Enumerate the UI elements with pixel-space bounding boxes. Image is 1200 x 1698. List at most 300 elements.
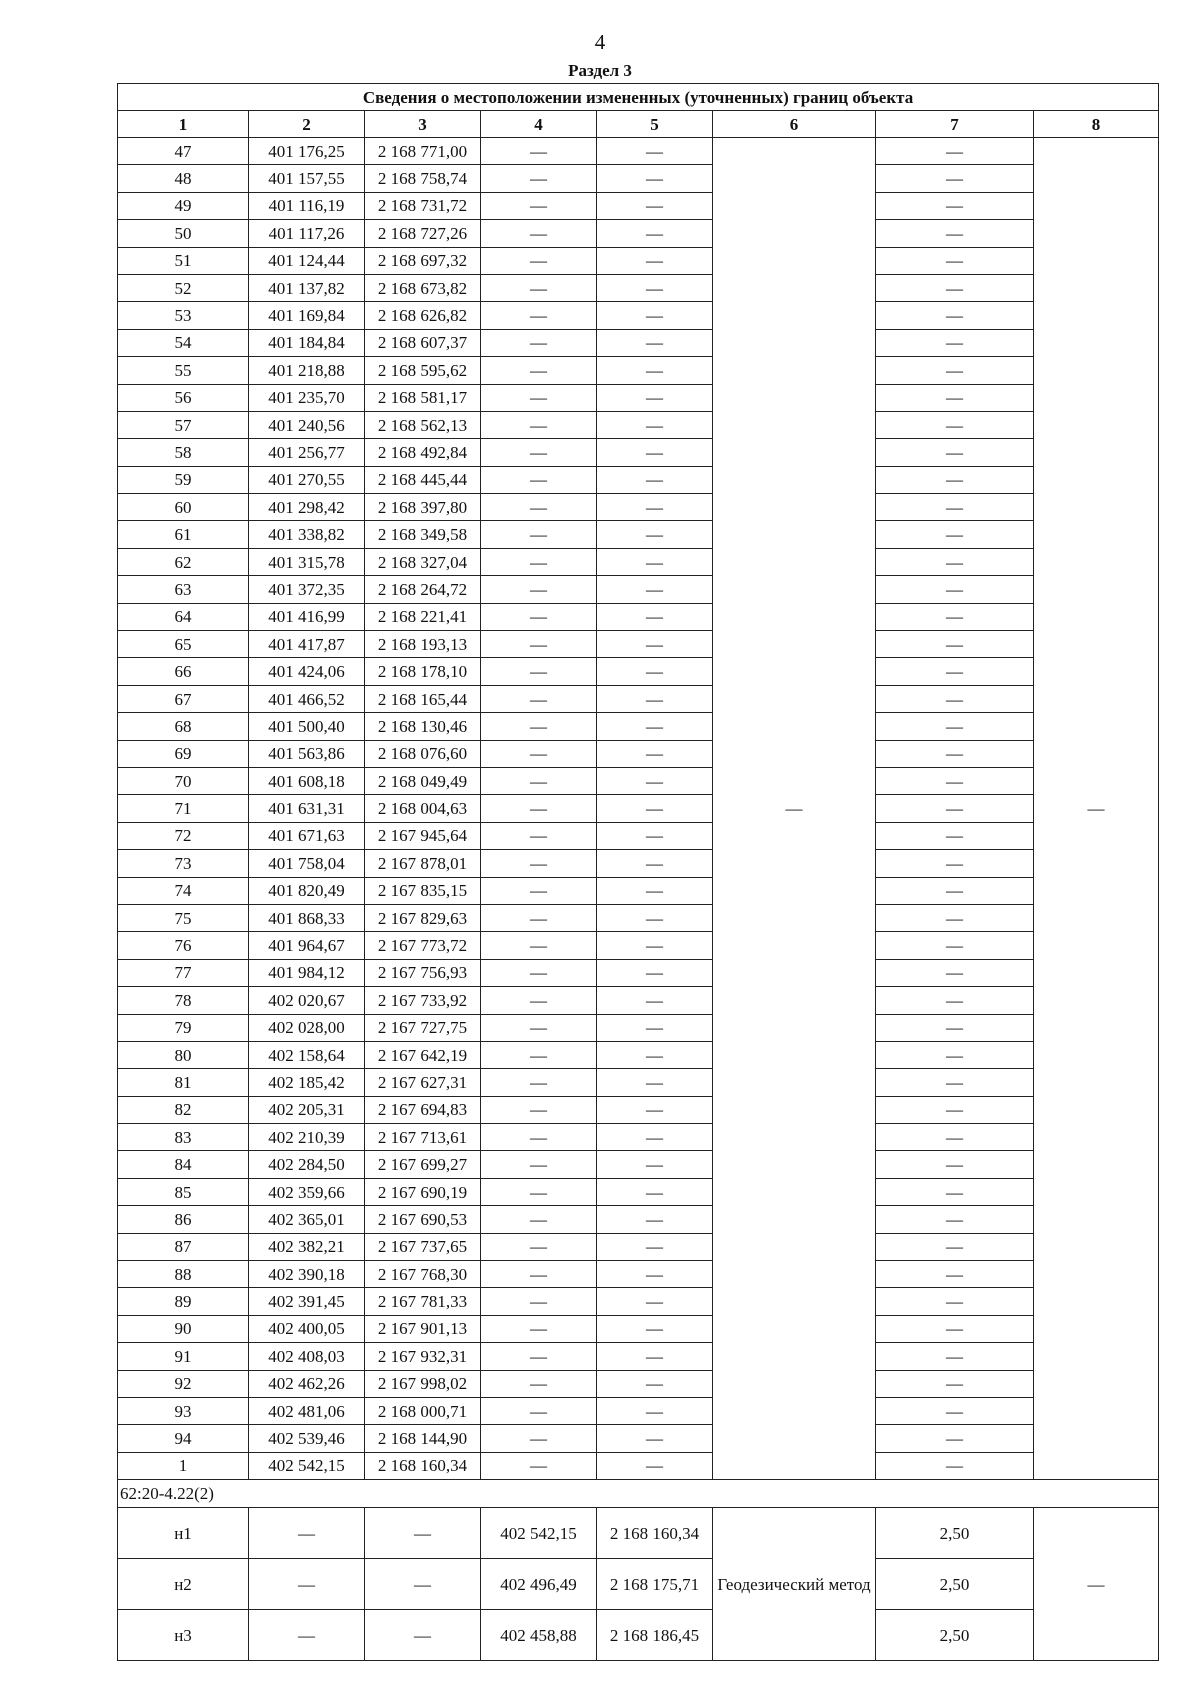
- point-number-cell: н2: [118, 1559, 249, 1610]
- subsection-column-8-cell: —: [1034, 1508, 1159, 1661]
- dash-cell: —: [597, 1069, 713, 1096]
- dash-cell: —: [597, 466, 713, 493]
- dash-cell: —: [876, 713, 1034, 740]
- table-row: [118, 521, 1159, 548]
- table-row: [118, 1370, 1159, 1397]
- y-coordinate-cell: 2 168 697,32: [365, 247, 481, 274]
- subsection-row: [118, 1508, 1159, 1559]
- table-row: [118, 1069, 1159, 1096]
- dash-cell: —: [481, 466, 597, 493]
- point-number-cell: 77: [118, 959, 249, 986]
- table-row: [118, 1014, 1159, 1041]
- x-coordinate-cell: 402 542,15: [249, 1452, 365, 1479]
- point-number-cell: 53: [118, 302, 249, 329]
- dash-cell: —: [481, 411, 597, 438]
- point-number-cell: 50: [118, 220, 249, 247]
- y-coordinate-cell: 2 167 690,53: [365, 1206, 481, 1233]
- accuracy-cell: 2,50: [876, 1610, 1034, 1661]
- y-coordinate-cell: 2 168 607,37: [365, 329, 481, 356]
- y-coordinate-cell: 2 168 445,44: [365, 466, 481, 493]
- dash-cell: —: [597, 302, 713, 329]
- table-row: [118, 603, 1159, 630]
- point-number-cell: 61: [118, 521, 249, 548]
- dash-cell: —: [481, 1041, 597, 1068]
- dash-cell: —: [876, 959, 1034, 986]
- y-coordinate-cell: 2 168 160,34: [597, 1508, 713, 1559]
- dash-cell: —: [597, 658, 713, 685]
- point-number-cell: 93: [118, 1397, 249, 1424]
- dash-cell: —: [597, 959, 713, 986]
- point-number-cell: 60: [118, 494, 249, 521]
- subsection-label: 62:20-4.22(2): [118, 1480, 1159, 1508]
- x-coordinate-cell: 401 424,06: [249, 658, 365, 685]
- y-coordinate-cell: 2 168 626,82: [365, 302, 481, 329]
- dash-cell: —: [481, 384, 597, 411]
- boundary-coordinates-table: [117, 83, 1159, 1661]
- table-row: [118, 411, 1159, 438]
- point-number-cell: 59: [118, 466, 249, 493]
- point-number-cell: 86: [118, 1206, 249, 1233]
- point-number-cell: 80: [118, 1041, 249, 1068]
- point-number-cell: н3: [118, 1610, 249, 1661]
- dash-cell: —: [481, 1315, 597, 1342]
- table-row: [118, 1315, 1159, 1342]
- x-coordinate-cell: 401 631,31: [249, 795, 365, 822]
- point-number-cell: 71: [118, 795, 249, 822]
- dash-cell: —: [597, 165, 713, 192]
- dash-cell: —: [597, 329, 713, 356]
- dash-cell: —: [876, 439, 1034, 466]
- dash-cell: —: [597, 1452, 713, 1479]
- dash-cell: —: [481, 767, 597, 794]
- x-coordinate-cell: 401 218,88: [249, 357, 365, 384]
- x-coordinate-cell: 401 124,44: [249, 247, 365, 274]
- dash-cell: —: [597, 1178, 713, 1205]
- dash-cell: —: [876, 1069, 1034, 1096]
- dash-cell: —: [597, 192, 713, 219]
- y-coordinate-cell: 2 168 595,62: [365, 357, 481, 384]
- table-caption: Сведения о местоположении измененных (уточненных) границ объекта: [118, 84, 1159, 111]
- y-coordinate-cell: 2 168 581,17: [365, 384, 481, 411]
- dash-cell: —: [597, 138, 713, 165]
- y-coordinate-cell: 2 168 221,41: [365, 603, 481, 630]
- table-row: [118, 795, 1159, 822]
- method-cell: Геодезический метод: [713, 1508, 876, 1661]
- table-row: [118, 685, 1159, 712]
- point-number-cell: 74: [118, 877, 249, 904]
- dash-cell: —: [597, 850, 713, 877]
- dash-cell: —: [481, 357, 597, 384]
- point-number-cell: 58: [118, 439, 249, 466]
- dash-cell: —: [876, 466, 1034, 493]
- dash-cell: —: [481, 1397, 597, 1424]
- table-row: [118, 548, 1159, 575]
- y-coordinate-cell: 2 168 771,00: [365, 138, 481, 165]
- point-number-cell: 64: [118, 603, 249, 630]
- x-coordinate-cell: 401 466,52: [249, 685, 365, 712]
- x-coordinate-cell: 401 671,63: [249, 822, 365, 849]
- dash-cell: —: [481, 1014, 597, 1041]
- dash-cell: —: [597, 1233, 713, 1260]
- dash-cell: —: [876, 521, 1034, 548]
- y-coordinate-cell: 2 167 932,31: [365, 1343, 481, 1370]
- y-coordinate-cell: 2 168 264,72: [365, 576, 481, 603]
- point-number-cell: 83: [118, 1124, 249, 1151]
- dash-cell: —: [365, 1559, 481, 1610]
- point-number-cell: 85: [118, 1178, 249, 1205]
- dash-cell: —: [876, 1397, 1034, 1424]
- x-coordinate-cell: 402 020,67: [249, 987, 365, 1014]
- point-number-cell: 72: [118, 822, 249, 849]
- table-row: [118, 357, 1159, 384]
- x-coordinate-cell: 401 116,19: [249, 192, 365, 219]
- dash-cell: —: [249, 1508, 365, 1559]
- column-number: 6: [713, 111, 876, 138]
- table-row: [118, 1425, 1159, 1452]
- y-coordinate-cell: 2 167 768,30: [365, 1261, 481, 1288]
- dash-cell: —: [597, 1096, 713, 1123]
- x-coordinate-cell: 401 416,99: [249, 603, 365, 630]
- dash-cell: —: [876, 987, 1034, 1014]
- x-coordinate-cell: 401 235,70: [249, 384, 365, 411]
- dash-cell: —: [876, 1233, 1034, 1260]
- dash-cell: —: [481, 603, 597, 630]
- dash-cell: —: [876, 1096, 1034, 1123]
- y-coordinate-cell: 2 168 727,26: [365, 220, 481, 247]
- x-coordinate-cell: 401 984,12: [249, 959, 365, 986]
- dash-cell: —: [481, 494, 597, 521]
- x-coordinate-cell: 401 256,77: [249, 439, 365, 466]
- y-coordinate-cell: 2 168 076,60: [365, 740, 481, 767]
- y-coordinate-cell: 2 168 000,71: [365, 1397, 481, 1424]
- x-coordinate-cell: 401 338,82: [249, 521, 365, 548]
- dash-cell: —: [876, 302, 1034, 329]
- dash-cell: —: [876, 877, 1034, 904]
- table-row: [118, 713, 1159, 740]
- table-row: [118, 658, 1159, 685]
- table-row: [118, 302, 1159, 329]
- point-number-cell: 52: [118, 274, 249, 301]
- dash-cell: —: [481, 1124, 597, 1151]
- dash-cell: —: [597, 1151, 713, 1178]
- subsection-header-row: [118, 1480, 1159, 1508]
- dash-cell: —: [597, 1206, 713, 1233]
- point-number-cell: 90: [118, 1315, 249, 1342]
- point-number-cell: 63: [118, 576, 249, 603]
- table-row: [118, 1452, 1159, 1479]
- point-number-cell: 76: [118, 932, 249, 959]
- table-row: [118, 631, 1159, 658]
- dash-cell: —: [481, 1151, 597, 1178]
- table-row: [118, 329, 1159, 356]
- x-coordinate-cell: 402 542,15: [481, 1508, 597, 1559]
- dash-cell: —: [876, 165, 1034, 192]
- dash-cell: —: [876, 685, 1034, 712]
- x-coordinate-cell: 402 400,05: [249, 1315, 365, 1342]
- y-coordinate-cell: 2 168 492,84: [365, 439, 481, 466]
- dash-cell: —: [481, 1425, 597, 1452]
- table-row: [118, 439, 1159, 466]
- point-number-cell: 84: [118, 1151, 249, 1178]
- point-number-cell: 88: [118, 1261, 249, 1288]
- y-coordinate-cell: 2 167 998,02: [365, 1370, 481, 1397]
- x-coordinate-cell: 401 758,04: [249, 850, 365, 877]
- dash-cell: —: [481, 1233, 597, 1260]
- dash-cell: —: [481, 192, 597, 219]
- table-row: [118, 740, 1159, 767]
- dash-cell: —: [876, 576, 1034, 603]
- dash-cell: —: [481, 1452, 597, 1479]
- dash-cell: —: [597, 713, 713, 740]
- point-number-cell: 62: [118, 548, 249, 575]
- y-coordinate-cell: 2 168 562,13: [365, 411, 481, 438]
- point-number-cell: 56: [118, 384, 249, 411]
- x-coordinate-cell: 401 169,84: [249, 302, 365, 329]
- table-row: [118, 274, 1159, 301]
- column-number: 8: [1034, 111, 1159, 138]
- dash-cell: —: [481, 548, 597, 575]
- table-row: [118, 1397, 1159, 1424]
- dash-cell: —: [876, 603, 1034, 630]
- x-coordinate-cell: 401 298,42: [249, 494, 365, 521]
- x-coordinate-cell: 402 390,18: [249, 1261, 365, 1288]
- dash-cell: —: [876, 411, 1034, 438]
- y-coordinate-cell: 2 167 733,92: [365, 987, 481, 1014]
- point-number-cell: 49: [118, 192, 249, 219]
- x-coordinate-cell: 401 315,78: [249, 548, 365, 575]
- column-number: 4: [481, 111, 597, 138]
- dash-cell: —: [876, 795, 1034, 822]
- dash-cell: —: [876, 1343, 1034, 1370]
- point-number-cell: 47: [118, 138, 249, 165]
- x-coordinate-cell: 402 382,21: [249, 1233, 365, 1260]
- dash-cell: —: [876, 192, 1034, 219]
- y-coordinate-cell: 2 167 781,33: [365, 1288, 481, 1315]
- dash-cell: —: [481, 521, 597, 548]
- subsection-row: [118, 1610, 1159, 1661]
- dash-cell: —: [249, 1559, 365, 1610]
- dash-cell: —: [597, 1041, 713, 1068]
- table-row: [118, 1288, 1159, 1315]
- y-coordinate-cell: 2 167 829,63: [365, 904, 481, 931]
- x-coordinate-cell: 402 462,26: [249, 1370, 365, 1397]
- table-row: [118, 1233, 1159, 1260]
- dash-cell: —: [876, 631, 1034, 658]
- dash-cell: —: [876, 1041, 1034, 1068]
- x-coordinate-cell: 401 137,82: [249, 274, 365, 301]
- dash-cell: —: [597, 1425, 713, 1452]
- dash-cell: —: [481, 1178, 597, 1205]
- dash-cell: —: [481, 1343, 597, 1370]
- dash-cell: —: [597, 494, 713, 521]
- point-number-cell: 1: [118, 1452, 249, 1479]
- x-coordinate-cell: 402 210,39: [249, 1124, 365, 1151]
- x-coordinate-cell: 402 408,03: [249, 1343, 365, 1370]
- y-coordinate-cell: 2 167 690,19: [365, 1178, 481, 1205]
- dash-cell: —: [481, 274, 597, 301]
- dash-cell: —: [481, 987, 597, 1014]
- dash-cell: —: [876, 904, 1034, 931]
- dash-cell: —: [597, 795, 713, 822]
- point-number-cell: 91: [118, 1343, 249, 1370]
- dash-cell: —: [481, 576, 597, 603]
- x-coordinate-cell: 402 496,49: [481, 1559, 597, 1610]
- point-number-cell: 69: [118, 740, 249, 767]
- point-number-cell: 81: [118, 1069, 249, 1096]
- dash-cell: —: [876, 1124, 1034, 1151]
- dash-cell: —: [597, 740, 713, 767]
- x-coordinate-cell: 402 158,64: [249, 1041, 365, 1068]
- dash-cell: —: [876, 1261, 1034, 1288]
- dash-cell: —: [876, 247, 1034, 274]
- y-coordinate-cell: 2 168 049,49: [365, 767, 481, 794]
- y-coordinate-cell: 2 168 004,63: [365, 795, 481, 822]
- dash-cell: —: [876, 274, 1034, 301]
- x-coordinate-cell: 402 365,01: [249, 1206, 365, 1233]
- dash-cell: —: [876, 494, 1034, 521]
- dash-cell: —: [481, 658, 597, 685]
- point-number-cell: 70: [118, 767, 249, 794]
- dash-cell: —: [876, 767, 1034, 794]
- dash-cell: —: [597, 357, 713, 384]
- y-coordinate-cell: 2 168 130,46: [365, 713, 481, 740]
- y-coordinate-cell: 2 168 144,90: [365, 1425, 481, 1452]
- y-coordinate-cell: 2 167 878,01: [365, 850, 481, 877]
- table-row: [118, 494, 1159, 521]
- point-number-cell: 94: [118, 1425, 249, 1452]
- x-coordinate-cell: 401 964,67: [249, 932, 365, 959]
- y-coordinate-cell: 2 168 165,44: [365, 685, 481, 712]
- point-number-cell: 75: [118, 904, 249, 931]
- y-coordinate-cell: 2 167 727,75: [365, 1014, 481, 1041]
- x-coordinate-cell: 401 176,25: [249, 138, 365, 165]
- y-coordinate-cell: 2 168 178,10: [365, 658, 481, 685]
- dash-cell: —: [597, 411, 713, 438]
- accuracy-cell: 2,50: [876, 1508, 1034, 1559]
- dash-cell: —: [481, 138, 597, 165]
- y-coordinate-cell: 2 168 397,80: [365, 494, 481, 521]
- dash-cell: —: [876, 548, 1034, 575]
- column-number: 3: [365, 111, 481, 138]
- x-coordinate-cell: 402 391,45: [249, 1288, 365, 1315]
- dash-cell: —: [597, 1288, 713, 1315]
- x-coordinate-cell: 401 372,35: [249, 576, 365, 603]
- y-coordinate-cell: 2 168 731,72: [365, 192, 481, 219]
- table-row: [118, 932, 1159, 959]
- x-coordinate-cell: 402 205,31: [249, 1096, 365, 1123]
- page-number: 4: [594, 30, 606, 54]
- column-number: 1: [118, 111, 249, 138]
- table-row: [118, 1261, 1159, 1288]
- dash-cell: —: [597, 1014, 713, 1041]
- table-row: [118, 466, 1159, 493]
- y-coordinate-cell: 2 167 901,13: [365, 1315, 481, 1342]
- x-coordinate-cell: 401 868,33: [249, 904, 365, 931]
- merged-column-8-cell: —: [1034, 138, 1159, 1480]
- point-number-cell: 73: [118, 850, 249, 877]
- column-number: 7: [876, 111, 1034, 138]
- point-number-cell: 68: [118, 713, 249, 740]
- dash-cell: —: [876, 1452, 1034, 1479]
- point-number-cell: 79: [118, 1014, 249, 1041]
- dash-cell: —: [597, 1315, 713, 1342]
- table-row: [118, 384, 1159, 411]
- y-coordinate-cell: 2 168 193,13: [365, 631, 481, 658]
- dash-cell: —: [481, 247, 597, 274]
- dash-cell: —: [597, 904, 713, 931]
- dash-cell: —: [481, 904, 597, 931]
- table-row: [118, 850, 1159, 877]
- dash-cell: —: [597, 1261, 713, 1288]
- dash-cell: —: [365, 1610, 481, 1661]
- dash-cell: —: [876, 1206, 1034, 1233]
- x-coordinate-cell: 401 608,18: [249, 767, 365, 794]
- y-coordinate-cell: 2 168 175,71: [597, 1559, 713, 1610]
- dash-cell: —: [597, 987, 713, 1014]
- dash-cell: —: [597, 439, 713, 466]
- dash-cell: —: [481, 932, 597, 959]
- dash-cell: —: [876, 850, 1034, 877]
- dash-cell: —: [481, 165, 597, 192]
- dash-cell: —: [481, 850, 597, 877]
- dash-cell: —: [481, 1370, 597, 1397]
- dash-cell: —: [597, 1124, 713, 1151]
- dash-cell: —: [597, 603, 713, 630]
- table-row: [118, 576, 1159, 603]
- dash-cell: —: [876, 220, 1034, 247]
- point-number-cell: 51: [118, 247, 249, 274]
- dash-cell: —: [597, 631, 713, 658]
- dash-cell: —: [876, 384, 1034, 411]
- dash-cell: —: [481, 220, 597, 247]
- accuracy-cell: 2,50: [876, 1559, 1034, 1610]
- column-number-row: [118, 111, 1159, 138]
- dash-cell: —: [876, 357, 1034, 384]
- y-coordinate-cell: 2 167 713,61: [365, 1124, 481, 1151]
- dash-cell: —: [481, 822, 597, 849]
- x-coordinate-cell: 401 820,49: [249, 877, 365, 904]
- table-row: [118, 877, 1159, 904]
- dash-cell: —: [876, 1288, 1034, 1315]
- column-number: 5: [597, 111, 713, 138]
- x-coordinate-cell: 401 184,84: [249, 329, 365, 356]
- dash-cell: —: [481, 1069, 597, 1096]
- y-coordinate-cell: 2 167 835,15: [365, 877, 481, 904]
- dash-cell: —: [876, 1370, 1034, 1397]
- dash-cell: —: [876, 1151, 1034, 1178]
- point-number-cell: 65: [118, 631, 249, 658]
- table-row: [118, 1096, 1159, 1123]
- point-number-cell: 92: [118, 1370, 249, 1397]
- dash-cell: —: [481, 795, 597, 822]
- dash-cell: —: [597, 932, 713, 959]
- dash-cell: —: [597, 877, 713, 904]
- dash-cell: —: [249, 1610, 365, 1661]
- point-number-cell: 82: [118, 1096, 249, 1123]
- dash-cell: —: [481, 1206, 597, 1233]
- dash-cell: —: [597, 1370, 713, 1397]
- dash-cell: —: [365, 1508, 481, 1559]
- table-row: [118, 1041, 1159, 1068]
- dash-cell: —: [876, 138, 1034, 165]
- y-coordinate-cell: 2 167 694,83: [365, 1096, 481, 1123]
- x-coordinate-cell: 402 284,50: [249, 1151, 365, 1178]
- x-coordinate-cell: 401 417,87: [249, 631, 365, 658]
- dash-cell: —: [876, 1425, 1034, 1452]
- x-coordinate-cell: 401 563,86: [249, 740, 365, 767]
- point-number-cell: 57: [118, 411, 249, 438]
- table-row: [118, 165, 1159, 192]
